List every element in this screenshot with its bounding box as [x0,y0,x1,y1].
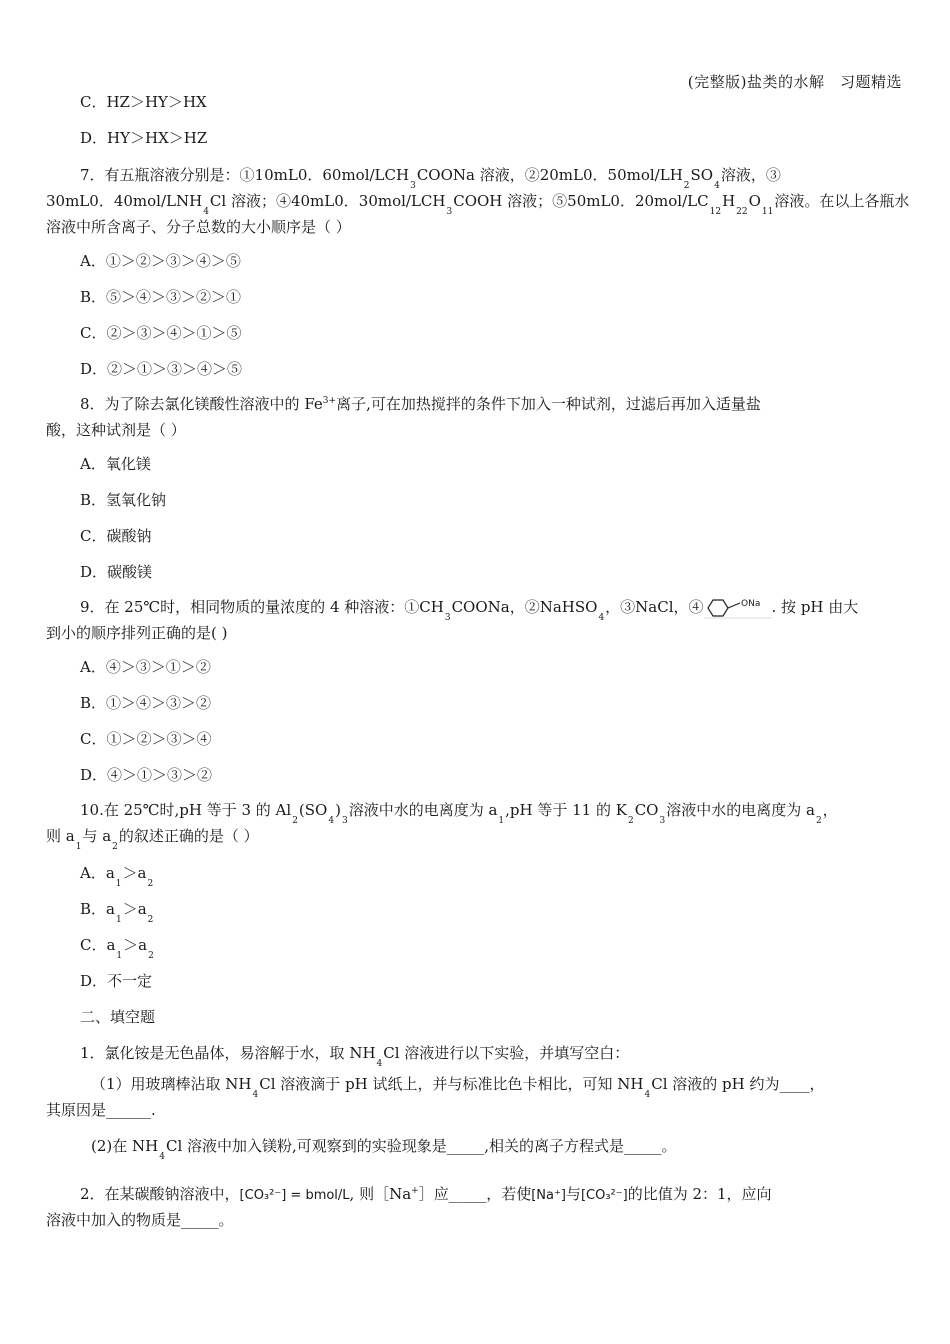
q10-option-d: D．不一定 [80,972,153,990]
q8-stem-line2: 酸，这种试剂是（ ） [46,421,186,439]
q7-option-d: D．②＞①＞③＞④＞⑤ [80,360,243,378]
f2-stem-line2: 溶液中加入的物质是_____。 [46,1211,234,1229]
f1-part1-line2: 其原因是______. [46,1101,156,1119]
phenol-label: ONa [740,599,760,609]
q9-option-d: D．④＞①＞③＞② [80,766,213,784]
f1-part2: (2)在 $NH_4Cl$ 溶液中加入镁粉,可观察到的实验现象是_____,相关的离子方程式是_____。 [91,1137,677,1162]
q9-stem-line1: 9．在 25℃时，相同物质的量浓度的 4 种溶液：$①CH_3COONa$，②NaHSO$_4$，③NaCl，④ ONa . 按 pH 由大 [80,598,859,623]
q8-option-a: A．氧化镁 [80,455,151,473]
q8-option-d: D．碳酸镁 [80,563,153,581]
f1-part1-line1: （1）用玻璃棒沾取 $NH_4Cl$ 溶液滴于 pH 试纸上，并与标准比色卡相比，可知 $NH_4Cl$ 溶液的 pH 约为____， [91,1075,825,1100]
q7-option-a: A．①＞②＞③＞④＞⑤ [80,252,241,270]
q10-stem-line2: 则 $a_1$与 $a_2$的叙述正确的是（ ） [46,827,259,852]
q8-option-c: C．碳酸钠 [80,527,152,545]
q10-stem-line1: 10.在 25℃时,pH 等于 3 的 $Al_2(SO_4)_3$溶液中水的电离度为 $a_1,pH$ 等于 11 的 $K_2CO_3$溶液中水的电离度为 $a_2$， [80,801,838,826]
q7-stem-line2: 30mL0．$40mol/LNH_4Cl$ 溶液；④40mL0．$30mol/LCH_3COOH$ 溶液；⑤50mL0．$20mol/LC_{12}H_{22}O_{11}$溶液。在以上各瓶水 [46,192,910,217]
carbonate-concentration-formula: [CO₃²⁻] = bmol/L [239,1187,350,1203]
q9-stem-line2: 到小的顺序排列正确的是( ) [46,624,228,642]
f1-stem: 1．氯化铵是无色晶体，易溶解于水，取 $NH_4Cl$ 溶液进行以下实验，并填写空白： [80,1044,630,1069]
sodium-phenoxide-structure-icon [704,597,772,619]
q9-option-b: B．①＞④＞③＞② [80,694,212,712]
document-body [46,84,910,1232]
q10-option-a: A．$a_1>a_2$ [80,864,154,889]
q7-option-c: C．②＞③＞④＞①＞⑤ [80,324,242,342]
q7-stem-line1: 7．有五瓶溶液分别是：①10mL0．$60mol/LCH_3COONa$ 溶液，②20mL0．$50mol/LH_2SO_4$溶液，③ [80,166,781,191]
q9-option-a: A．④＞③＞①＞② [80,658,211,676]
q8-stem-line1: 8．为了除去氯化镁酸性溶液中的 $Fe^{3+}$离子,可在加热搅拌的条件下加入一种试剂，过滤后再加入适量盐 [80,395,761,413]
q7-stem-line3: 溶液中所含离子、分子总数的大小顺序是（ ） [46,218,351,236]
q10-option-b: B．$a_1>a_2$ [80,900,154,925]
section-title-fill-in: 二、填空题 [80,1008,156,1026]
q10-option-c: C．$a_1>a_2$ [80,936,154,961]
q6-option-c: C．HZ＞HY＞HX [80,93,207,111]
q9-option-c: C．①＞②＞③＞④ [80,730,212,748]
sodium-ion-formula: [Na⁺] [531,1187,566,1203]
q8-option-b: B．氢氧化钠 [80,491,167,509]
q7-option-b: B．⑤＞④＞③＞②＞① [80,288,242,306]
carbonate-ion-formula: [CO₃²⁻] [580,1187,628,1203]
q6-option-d: D．HY＞HX＞HZ [80,129,208,147]
page-header: (完整版)盐类的水解 习题精选 [687,73,902,91]
f2-stem-line1: 2．在某碳酸钠溶液中，[CO₃²⁻] = bmol/L, 则［Na+］应_____，若使[Na⁺]与[CO₃²⁻]的比值为 2：1，应向 [46,1183,904,1209]
